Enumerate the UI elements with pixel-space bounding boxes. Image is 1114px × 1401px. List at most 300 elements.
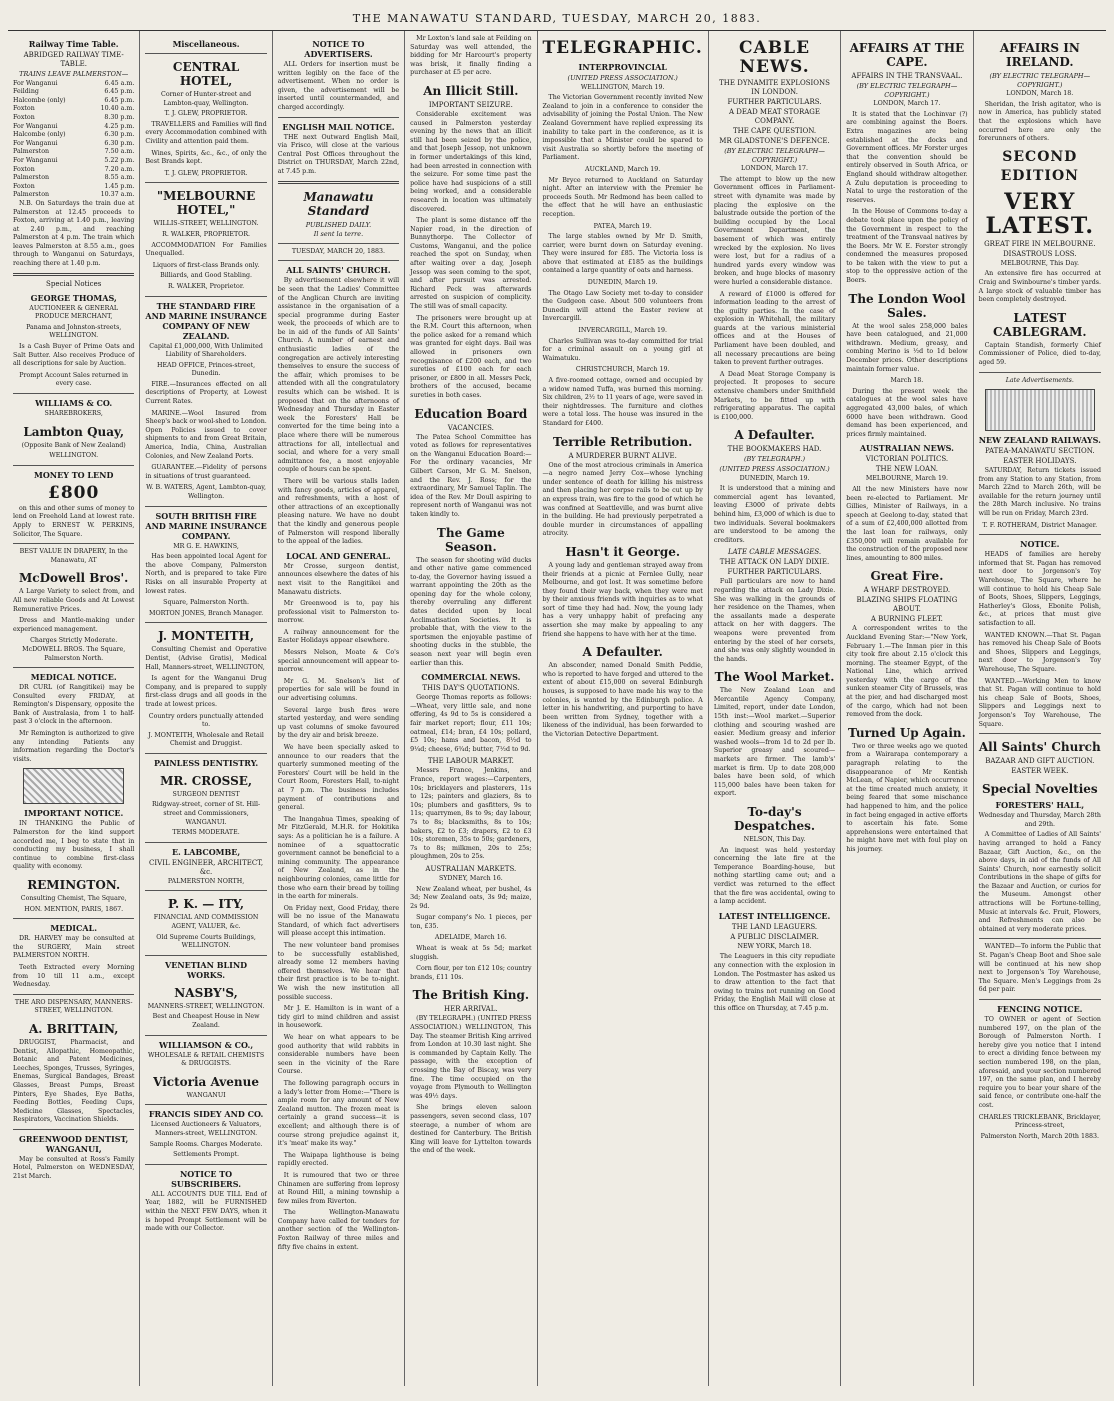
central-hotel: CENTRAL HOTEL, [172, 60, 240, 88]
dress-text: Dress and Mantle-making under experienced management. [13, 617, 135, 633]
guarantee-text: GUARANTEE.—Fidelity of persons in situations of trust guaranteed. [145, 464, 267, 480]
timetable-row [13, 97, 134, 106]
patea-dateline: PATEA, March 19. [593, 222, 652, 230]
auckland-dateline: AUCKLAND, March 19. [585, 165, 661, 173]
column-3 [273, 31, 405, 1386]
panama: Panama and Johnston-streets, WELLINGTON. [26, 323, 122, 340]
london-wool-sales: The London Wool Sales. [848, 291, 966, 320]
divider [278, 260, 399, 261]
british-king: The British King. [412, 988, 530, 1003]
timetable-row [13, 148, 134, 157]
upa-credit-2: (UNITED PRESS ASSOCIATION.) [719, 465, 830, 473]
newspaper-page [8, 8, 1106, 1385]
british-king-text-2: She brings eleven saloon passengers, seven second class, 107 steerage, a number of whom are destined for Canterbury. The British King will leave for Lyttelton towards the end of the week. [410, 1104, 532, 1155]
foresters-hall: FORESTERS' HALL, [995, 800, 1085, 811]
charges: Charges Strictly Moderate. McDOWELL BROS. The Square, Palmerston North. [22, 637, 126, 662]
all-saints-text-2: There will be various stalls laden with fancy goods, articles of apparel, and refreshments, with a host of other attractions of an exceptionally pleasing nature. We have no doubt that the kindly and generous people of Palmerston will respond liberally to the appeal of the ladies. [277, 477, 400, 546]
timetable-time: 7.20 a.m. [104, 165, 135, 173]
timetable-destination: For Wanganui [13, 139, 58, 147]
labour-market: THE LABOUR MARKET. [427, 757, 514, 766]
fencing-notice: FENCING NOTICE. [997, 1004, 1083, 1014]
london-dateline-3: LONDON, March 18. [1006, 90, 1074, 98]
wellington-dateline: WELLINGTON, March 19. [580, 83, 665, 91]
christchurch-dateline: CHRISTCHURCH, March 19. [575, 366, 670, 374]
ridgway-street: Ridgway-street, corner of St. Hill-street and Commissioners, WANGANUI. [151, 801, 261, 826]
wool-text: The New Zealand Loan and Mercantile Agency Company, Limited, report, under date London, 15th inst:—Wool market.—Superior clothing and scouring washed are easier. Medium greasy and inferior washed wools—from 1d to 2d per lb. Superior greasy and scoured—markets are firmer. The lamb's' market is firm. Up to date 208,000 bales have been sold, of which 115,000 bales have been taken for export. [713, 687, 836, 798]
easter-week: EASTER WEEK. [1011, 767, 1069, 776]
local-13: The following paragraph occurs in a lady's letter from Home:—"There is ample room for any amount of New Zealand mutton. The frozen meat is certainly a grand success—it is excellent; and although there is of course strong prejudice against it, it's 'meat' make its way." [277, 1079, 400, 1148]
railway-subtitle: ABRIDGED RAILWAY TIME-TABLE. [23, 51, 124, 68]
terrible-text: One of the most atrocious criminals in America—a negro named Jerry Cox—whose lynching under sentence of death for killing his mistress and then placing her corpse rails to be cut up by an express train, was fire to the good of which he was confined at Seattleville, and was burnt alive in the building. He had previously perpetrated a double murder in circumstances of appalling atrocity. [542, 461, 703, 538]
local-14: The Waipapa lighthouse is being rapidly erected. [277, 1151, 400, 1168]
telegraphic-heading: TELEGRAPHIC. [542, 38, 703, 58]
nelson-dateline: NELSON, This Day. [743, 836, 806, 843]
hawkins: MR G. E. HAWKINS, [173, 542, 239, 550]
notice-heading: NOTICE. [1020, 539, 1060, 550]
column-4 [405, 31, 537, 1386]
mcdowell-bros: McDowell Bros'. [19, 571, 129, 586]
local-2: Mr Greenwood is to, pay his professional visit to Palmerston to-morrow. [277, 600, 400, 625]
accounts-text: ALL ACCOUNTS DUE TILL End of Year, 1882, will be FURNISHED within the NEXT FEW DAYS, when it is hoped Prompt Settlement will be made with our Collector. [145, 1190, 267, 1233]
glew-proprietor-2: T. J. GLEW, PROPRIETOR. [164, 169, 248, 177]
very-latest: VERY LATEST. [985, 188, 1095, 239]
illicit-text-2: The plant is some distance off the Napier road, in the direction of Bunnythorpe. The Collector of Customs, Wanganui, and the police reached the spot on Sunday, when after waiting over a day, Joseph Jessop was seen coming to the spot, and after pursuit was arrested. Richard Peck was afterwards arrested on suspicion of complicity. The still was of small capacity. [410, 217, 532, 311]
sharebrokers: SHAREBROKERS, [44, 410, 103, 417]
divider [13, 393, 134, 394]
divider [13, 667, 134, 668]
glew-proprietor: T. J. GLEW, PROPRIETOR. [164, 110, 248, 118]
all-saints-heading: ALL SAINTS' CHURCH. [286, 265, 391, 276]
motto: Il sent la terre. [313, 230, 364, 239]
waters: W. B. WATERS, Agent, Lambton-quay, Wellington. [146, 484, 267, 500]
timetable-time: 6.30 p.m. [104, 139, 135, 147]
locomotive-illustration [985, 389, 1095, 431]
divider [145, 890, 266, 891]
illicit-still: An Illicit Still. [423, 83, 519, 98]
further-particulars: FURTHER PARTICULARS. [727, 98, 822, 106]
important-seizure: IMPORTANT SEIZURE. [428, 100, 513, 109]
railway-note: N.B. On Saturdays the train due at Palmerston at 12.45 proceeds to Foxton, arriving at 1.40 p.m., leaving at 2.40 p.m., and reaching Palmerston at 4 p.m. The train which leaves Palmerston at 8.55 a.m., goes through to Wanganui on Saturdays, reaching there at 1.40 p.m. [13, 199, 135, 268]
bazaar-gift-auction: BAZAAR AND GIFT AUCTION. [985, 757, 1095, 766]
wool-sales-text: At the wool sales 258,000 bales have been catalogued, and 21,000 withdrawn. Medium, greasy, and combing Merino is ½d to 1d below December prices. Other descriptions maintain former value. [846, 322, 968, 373]
timetable-destination: Foxton [13, 165, 35, 173]
tel-text: The Victorian Government recently invited New Zealand to join in a conference to consider the advisability of joining the Postal Union. The New Zealand Government have replied expressing its inability to take part in the conference, as it is impossible that a Minister could be spared to visit Australia so shortly before the meeting of Parliament. [542, 94, 703, 162]
wool-sales-text-2: During the present week the catalogues at the wool sales have aggregated 43,000 bales, of which 6000 have been withdrawn. Good demand has been experienced, and prices firmly maintained. [846, 387, 968, 438]
timetable-destination: Feilding [13, 88, 39, 96]
monteith-text: Consulting Chemist and Operative Dentist, (Advise Gratis), Medical Hall, Manners-street, WELLINGTON, [145, 646, 267, 671]
cable-text-2: A reward of £1000 is offered for information leading to the arrest of the guilty parties. In the case of explosion in Whitehall, the military guards at the various ministerial offices and at the Houses of Parliament have been doubled, and all necessary precautions are being taken to prevent further outrages. [713, 290, 836, 367]
turned-up-text: Two or three weeks ago we quoted from a Wairarapa contemporary a paragraph relating to the disappearance of Mr Kentish McLean, of Napier, which occurrence at the time created much anxiety, it being feared that some mischance had happened to him, and the police in fact being engaged in active efforts to ascertain his fate. Some apprehensions were entertained that he might have met with foul play on his journey. [846, 742, 968, 853]
fire-text: A correspondent writes to the Auckland Evening Star:—"New York, February 1.—The Inman pier in this city took fire about 2.15 o'clock this morning. The steamer Egypt, of the National Line, which arrived yesterday with the cargo of the sunken steamer City of Brussels, was at the pier, and had discharged most of the cargo, which had not been removed from the dock. [846, 625, 968, 719]
timetable-destination: Palmerston [13, 148, 50, 156]
lambton-quay: Lambton Quay, [23, 424, 125, 439]
local-1: Mr Crosse, surgeon dentist, announces elsewhere the dates of his next visit to the Rangitikei and Manawatu districts. [277, 562, 400, 596]
murderer-burnt: A MURDERER BURNT ALIVE. [568, 451, 677, 460]
old-supreme: Old Supreme Courts Buildings, WELLINGTON. [156, 933, 256, 950]
divider [13, 465, 134, 466]
turned-up-again: Turned Up Again. [848, 725, 966, 740]
wharf-destroyed: A WHARF DESTROYED. [863, 586, 951, 595]
timetable-destination: For Wanganui [13, 122, 58, 130]
vacancies: VACANCIES. [447, 423, 494, 432]
wanganui: WANGANUI [186, 1091, 226, 1099]
affairs-cape: AFFAIRS AT THE CAPE. [849, 41, 965, 69]
mortar-pestle-illustration [23, 768, 124, 804]
painless-dentistry: PAINLESS DENTISTRY. [153, 757, 259, 768]
easter-holidays: EASTER HOLIDAYS. [1003, 457, 1077, 466]
divider [145, 1035, 266, 1036]
column-6 [709, 31, 841, 1386]
timetable-row [13, 174, 134, 183]
timetable-row [13, 105, 134, 114]
wheat-text: Wheat is weak at 5s 5d; market sluggish. [410, 945, 532, 961]
sydney-dateline: SYDNEY, March 16. [438, 874, 503, 882]
local-3: A railway announcement for the Easter Holidays appear elsewhere. [277, 628, 400, 645]
cape-question: THE CAPE QUESTION. [732, 127, 817, 135]
wanted-inform: WANTED—To inform the Public that St. Pagan's Cheap Boot and Shoe sale will be continued at his new shop next to Jorgenson's Toy Warehouse, The Square. Men's Leggings from 2s 6d per pair. [978, 943, 1101, 994]
blazing-ships: BLAZING SHIPS FLOATING ABOUT. [856, 596, 958, 614]
great-fire: Great Fire. [870, 569, 944, 584]
timetable-time: 10.40 a.m. [100, 105, 135, 113]
divider [278, 117, 399, 118]
timetable-row [13, 191, 134, 200]
corn-text: Corn flour, per ton £12 10s; country brands, £11 10s. [410, 965, 532, 981]
local-12: We hear on what appears to be good authority that wild rabbits in considerable numbers have been seen in the vicinity of the Rare Course. [277, 1034, 400, 1076]
capital: Capital £1,000,000, With Unlimited Liability of Shareholders. [149, 342, 263, 359]
dead-meat-storage: A DEAD MEAT STORAGE COMPANY. [729, 108, 821, 125]
variety-text: A Large Variety to select from, and All new reliable Goods and At Lowest Remunerative Prices. [13, 588, 135, 613]
special-notices-heading: Special Notices [46, 279, 102, 288]
cash-buyer: Is a Cash Buyer of Prime Oats and Salt Butter. Also receives Produce of all descriptions for sale by Auction. [13, 343, 135, 368]
timetable-destination: Foxton [13, 105, 35, 113]
williamson: WILLIAMSON & CO., [159, 1039, 254, 1050]
australian-text: New Zealand wheat, per bushel, 4s 3d; New Zealand oats, 3s 9d; maize, 2s 9d. [410, 885, 532, 910]
all-saints-text: By advertisement elsewhere it will be seen that the Ladies' Committee of the Anglican Church are inviting assistance in the organisation of a special programme during Easter week, the proceeds of which are to be in aid of the funds of All Saints' Church. A number of earnest and enthusiastic ladies of the congregation are actively interesting themselves to ensure the success of the affair, which promises to be attended with all the congratulatory results which can be wished. It is proposed that on the afternoons of Wednesday and Thursday in Easter week the Foresters' Hall be converted for the time being into a place where there will be numerous attractions for all, intellectual and social, and where for a very small admittance fee, a most enjoyable couple of hours can be spent. [277, 277, 400, 474]
williams-co: WILLIAMS & CO. [35, 398, 113, 408]
melbourne-fire-text: An extensive fire has occurred at Craig and Swinbourne's timber yards. A large stock of valuable timber has been completely destroyed. [978, 270, 1101, 304]
medical-heading: MEDICAL. [50, 923, 97, 934]
english-mail: ENGLISH MAIL NOTICE. [282, 121, 395, 132]
travellers-text: TRAVELLERS and Families will find every Accommodation combined with Civility and attention paid them. [145, 120, 267, 145]
special-novelties: Special Novelties [981, 782, 1098, 797]
francis-sidey: FRANCIS SIDEY AND CO. [148, 1109, 264, 1120]
affairs-ireland: AFFAIRS IN IRELAND. [999, 41, 1080, 69]
timetable-destination: Halcombe (only) [13, 131, 66, 139]
cable-text: The attempt to blow up the new Government offices in Parliament-street with dynamite was made by placing the explosive on the balustrade outside the portion of the building occupied by the Local Government Department, the basement of which was entirely wrecked by the explosion. No lives were lost, but for a radius of a hundred yards every window was broken, and huge blocks of masonry were hurled a considerable distance. [713, 175, 836, 286]
timetable-destination: Foxton [13, 182, 35, 190]
wed-thu: Wednesday and Thursday, March 28th and 29th. [978, 812, 1101, 828]
divider [13, 1129, 134, 1130]
defaulter-heading-2: A Defaulter. [734, 428, 815, 443]
her-arrival: HER ARRIVAL. [444, 1005, 498, 1014]
bookmakers-had: THE BOOKMAKERS HAD. [727, 445, 822, 454]
adelaide-dateline: ADELAIDE, March 16. [434, 934, 507, 942]
crosse: MR. CROSSE, [160, 773, 253, 788]
pk-ity: P. K. — ITY, [168, 897, 245, 912]
financial-agent: FINANCIAL AND COMMISSION AGENT, VALUER, &c. [153, 914, 259, 931]
francis-text: Licensed Auctioneers & Valuators, Manners-street, WELLINGTON. [150, 1121, 262, 1137]
hasnt-text: A young lady and gentleman strayed away from their friends at a picnic at Fernlee Gully, near Melbourne, and got lost. It was sometime before they found their way back, when they were met by their anxious friends with inquiries as to what sort of time they had had. Now, the young lady has a very unhappy habit of prefacing any assertion she may make by appealing to any friend she happens to have with her at the time. [542, 561, 703, 638]
timetable-row [13, 80, 134, 89]
victorian-politics: VICTORIAN POLITICS. [865, 455, 949, 464]
terms-moderate: TERMS MODERATE. [172, 829, 240, 837]
tel-text-5: Charles Sullivan was to-day committed for trial for a criminal assault on a young girl at Waimatuku. [542, 337, 703, 362]
disastrous-loss: DISASTROUS LOSS. [1003, 249, 1077, 258]
teeth-text: Teeth Extracted every Morning from 10 till 11 a.m., except Wednesday. [13, 963, 135, 989]
railway-return-text: SATURDAY, Return tickets issued from any Station to any Station, from March 22nd to March 26th, will be available for the return journey until the 28th March inclusive. No trains will be run on Friday, March 23rd. [978, 467, 1101, 518]
divider [979, 733, 1101, 734]
hasnt-it-george: Hasn't it George. [565, 544, 681, 559]
new-loan: THE NEW LOAN. [875, 465, 938, 474]
game-text: The season for shooting wild ducks and other native game commenced to-day, the Governor having issued a warrant appointing the 20th as the opening day for the whole colony, thereby overruling any different dates decided upon by local Acclimatisation Societies. It is probable that, with the view to the sportsmen the enjoyable pastime of shooting ducks in the stubble, the season next year will begin even earlier than this. [410, 556, 532, 667]
surgeon-dentist: SURGEON DENTIST [172, 790, 240, 798]
labcombe: E. LABCOMBE, [171, 846, 241, 857]
monteith: J. MONTEITH, [158, 629, 255, 644]
illicit-text-3: The prisoners were brought up at the R.M. Court this afternoon, when the police asked for a remand which was granted for eight days. Bail was allowed in prisoners own recognisance of £200 each, and two sureties of £100 each for each prisoner, or £800 in all. Messrs Peck, brothers of the accused, became sureties in both cases. [410, 314, 532, 399]
latest-text: The Leaguers in this city repudiate any connection with the explosion in London. The Postmaster has asked us to draw attention to the fact that owing to trains not running on Good Friday, the English Mail will close at this office on Thursday, at 7.45 p.m. [713, 953, 836, 1012]
best-value: BEST VALUE IN DRAPERY, In the Manawatu, AT [19, 548, 128, 564]
willis-street: WILLIS-STREET, WELLINGTON. [153, 220, 259, 228]
timetable-time: 5.22 p.m. [104, 156, 135, 164]
further-particulars-2: FURTHER PARTICULARS. [727, 568, 822, 577]
columns [8, 31, 1106, 1386]
column-2 [140, 31, 272, 1386]
notice-subscribers: NOTICE TO SUBSCRIBERS. [171, 1168, 241, 1189]
timetable-row [13, 183, 134, 192]
upa-credit: (UNITED PRESS ASSOCIATION.) [567, 74, 678, 82]
lady-dixie: THE ATTACK ON LADY DIXIE. [719, 558, 830, 567]
illicit-text: Considerable excitement was caused in Palmerston yesterday evening by the news that an illicit still had been seized by the police, and that Joseph Jessop, not unknown in former undertakings of this kind, had been arrested in connection with the seizure. For some time past the police have had suspicions of a still being worked, and a considerable research in location was ultimately discovered. [410, 110, 532, 213]
timetable-row [13, 88, 134, 97]
auctioneer: AUCTIONEER & GENERAL PRODUCE MERCHANT, [29, 304, 119, 321]
despatches-text: An inquest was held yesterday concerning the late fire at the Temperance Boarding-house, but nothing startling came out; and a verdict was returned to the effect that the fire was accidental, owing to a lamp accident. [713, 846, 836, 906]
cable-news-heading: CABLE NEWS. [739, 38, 811, 77]
divider [145, 955, 266, 956]
tel-text-6: A five-roomed cottage, owned and occupied by a widow named Tuffa, was burned this morning. Six children, 2½ to 11 years of age, were saved in their nightdresses. The furniture and clothes were a total loss. The house was insured in the Standard for £400. [542, 377, 703, 427]
melbourne-dateline-2: MELBOURNE, This Day. [1000, 259, 1079, 267]
aro-dispensary: THE ARO DISPENSARY, MANNERS-STREET, WELLINGTON. [14, 998, 133, 1015]
best-cheapest: Best and Cheapest House in New Zealand. [152, 1013, 260, 1029]
divider [278, 243, 399, 244]
fire-text: FIRE.—Insurances effected on all descriptions of Property, at Lowest Current Rates. [145, 380, 267, 406]
timetable-destination: Halcombe (only) [13, 96, 66, 104]
bazaar-text: A Committee of Ladies of All Saints' having arranged to hold a Fancy Bazaar, Gift Auction, &c., on the above days, in aid of the funds of All Saints' Church, now earnestly solicit Contributions in the shape of gifts for the Bazaar and Auction, or curios for the Museum. Amongst other attractions will be Fortune-telling, Music at intervals &c. Fruit, Flowers, and Refreshments can also be obtained at very moderate prices. [978, 831, 1101, 933]
land-leaguers: THE LAND LEAGUERS. [731, 922, 818, 931]
second-edition: SECOND EDITION [1000, 148, 1079, 184]
defaulter-heading: A Defaulter. [582, 645, 663, 660]
brittain: A. BRITTAIN, [28, 1021, 119, 1036]
local-15: It is rumoured that two or three Chinamen are suffering from leprosy at Round Hill, a mining township a few miles from Riverton. [277, 1171, 400, 1205]
issue-date: TUESDAY, MARCH 20, 1883. [291, 247, 386, 255]
new-york-dateline: NEW YORK, March 18. [737, 942, 812, 950]
greenwood-text: May be consulted at Ross's Family Hotel, Palmerston on WEDNESDAY, 21st March. [13, 1155, 135, 1181]
local-9: On Friday next, Good Friday, there will be no issue of the Manawatu Standard, of which fact advertisers will please accept this intimation. [277, 904, 400, 938]
defaulter-text: An absconder, named Donald Smith Peddie, who is reported to have forged and uttered to the extent of about £15,000 on several Edinburgh houses, is supposed to have made his way to the colonies, is wanted by the Edinburgh police. A letter in his handwriting, and purporting to have been written from Sydney, together with a likeness of the individual, has been forwarded to the Victorian Detective Department. [542, 662, 703, 738]
local-11: Mr J. E. Hamilton is in want of a tidy girl to mind children and assist in housework. [277, 1005, 400, 1030]
south-british: SOUTH BRITISH FIRE AND MARINE INSURANCE COMPANY. [145, 510, 267, 541]
tel-text-4: The Otago Law Society met to-day to consider the Gudgeon case. About 500 volunteers from Dunedin will attend the Easter review at Invercargill. [542, 289, 703, 323]
tricklebank: CHARLES TRICKLEBANK, Bricklayer, Princess-street, [978, 1113, 1101, 1130]
latest-intelligence: LATEST INTELLIGENCE. [718, 910, 831, 921]
attack-text: Full particulars are now to hand regarding the attack on Lady Dixie. She was walking in the grounds of her residence on the Thames, when the assailants made a desperate attack on her with daggers. The weapons were prevented from entering by the steel of her corsets, and she was only slightly wounded in the hands. [713, 578, 836, 663]
all-saints-church: All Saints' Church [978, 740, 1101, 755]
walker-2: R. WALKER, Proprietor. [168, 282, 245, 290]
paper-title: Manawatu Standard [303, 189, 374, 218]
electric-credit: (BY ELECTRIC TELEGRAPH—COPYRIGHT.) [724, 147, 825, 164]
divider [13, 918, 134, 919]
money-to-lend: MONEY TO LEND [33, 469, 114, 480]
timetable-destination: Palmerston [13, 174, 50, 182]
venetian-blinds: VENETIAN BLIND WORKS. [165, 959, 248, 980]
billiards: Billiards, and Good Stabling. [160, 272, 253, 280]
published-daily: PUBLISHED DAILY. [305, 220, 372, 229]
important-notice: IMPORTANT NOTICE. [24, 808, 124, 819]
timetable-time: 6.45 p.m. [104, 88, 135, 96]
column-1 [8, 31, 140, 1386]
cape-text-2: In the House of Commons to-day a debate took place upon the policy of the Government in respect to the treatment of the Transvaal natives by the Boers. Mr W. E. Forster strongly condemned the measures proposed to be taken with the view to put a stop to the oppressive action of the Boers. [846, 208, 968, 285]
london-dateline-2: LONDON, March 17. [873, 100, 941, 108]
sugar-text: Sugar company's No. 1 pieces, per ton, £35. [410, 914, 532, 930]
mail-text: THE next Outward English Mail, via Frisco, will close at the various Central Post Offices throughout the District on THURSDAY, March 22nd, at 7.45 p.m. [277, 133, 400, 175]
local-5: Mr G. M. Snelson's list of properties for sale will be found in our advertising columns. [277, 677, 400, 703]
labour-text: Messrs France, Jenkins, and France, report wages:—Carpenters, 10s; bricklayers and plasterers, 11s to 12s; painters and glaziers, 8s to 10s; plumbers and gasfitters, 9s to 11s; quarrymen, 8s to 9s; day labour, 7s to 8s; blacksmiths, 8s to 10s; bakers, £2 to £3; drapers, £2 to £3 10s; storemen, 35s to 50s; gardeners, 7s to 8s; milkmen, 20s to 25s; ploughmen, 20s to 25s. [410, 767, 532, 861]
notice-text: HEADS of families are hereby informed that St. Pagan has removed next door to Jorgenson's Toy Warehouse, The Square, where he will continue to hold his Cheap Sale of Boots, Shoes, Slippers, Leggings, Hatherley's Gloss, Ebonite Polish, &c., at prices that must give satisfaction to all. [978, 551, 1101, 627]
timetable-time: 4.25 p.m. [104, 122, 135, 130]
head-office: HEAD OFFICE, Princes-street, Dunedin. [156, 361, 256, 378]
cable-text-3: A Dead Meat Storage Company is projected. It proposes to secure extensive chambers under Smithfield Markets, to be fitted up with refrigerating apparatus. The capital is £100,000. [713, 370, 836, 421]
game-season: The Game Season. [436, 525, 505, 554]
timetable-destination: Foxton [13, 113, 35, 121]
education-text: The Patea School Committee has voted as follows for representatives on the Wanganui Education Board:—For the ordinary vacancies, Mr Gilbert Carson, Mr G. M. Snelson, and the Rev. J. Ross; for the extraordinary, Mr Samuel Taplin. The idea of the Rev. Mr Doull aspiring to represent north of Wanganui was not taken kindly to. [410, 433, 532, 518]
timetable-time: 10.37 a.m. [100, 191, 135, 199]
timetable-time: 7.50 a.m. [104, 148, 135, 156]
divider [979, 372, 1101, 373]
quotations: THIS DAY'S QUOTATIONS. [422, 684, 520, 693]
affairs-transvaal: AFFAIRS IN THE TRANSVAAL. [851, 72, 963, 80]
standard-fire: THE STANDARD FIRE AND MARINE INSURANCE COMPANY OF NEW ZEALAND. [145, 300, 267, 341]
divider [145, 506, 266, 507]
wines-text: Wines, Spirits, &c., &c., of only the Best Brands kept. [145, 149, 267, 166]
all-orders: ALL Orders for insertion must be written legibly on the face of the advertisement. When no order is given, the advertisement will be inserted until countermanded, and charged accordingly. [277, 61, 400, 111]
notice-advertisers: NOTICE TO ADVERTISERS. [304, 39, 373, 59]
local-16: The Wellington-Manawatu Company have called for tenders for another section of the Wellington-Foxton Railway of three miles and fifty five chains in extent. [277, 1209, 400, 1251]
wellington: WELLINGTON. [49, 452, 99, 460]
medical-notice: MEDICAL NOTICE. [30, 672, 117, 683]
dr-harvey: DR. HARVEY may be consulted at the SURGERY, Main street PALMERSTON NORTH. [13, 935, 135, 960]
square-palmerston: Square, Palmerston North. [163, 599, 249, 607]
divider [145, 296, 266, 297]
divider [13, 543, 134, 544]
morton-jones: MORTON JONES, Branch Manager. [149, 609, 264, 617]
monteith-text-2: Is agent for the Wanganui Drug Company, and is prepared to supply first-class drugs and all goods in the trade at lowest prices. [145, 675, 267, 708]
column-8 [974, 31, 1106, 1386]
commercial-news: COMMERCIAL NEWS. [421, 672, 521, 683]
australian-news: AUSTRALIAN NEWS. [859, 443, 954, 454]
divider [145, 622, 266, 623]
accommodation: ACCOMMODATION For Families Unequalled. [145, 241, 267, 258]
public-disclaimer: A PUBLIC DISCLAIMER. [730, 932, 819, 941]
monteith-2: J. MONTEITH, Wholesale and Retail Chemist and Druggist. [148, 731, 264, 748]
bank-nz: (Opposite Bank of New Zealand) [21, 441, 126, 449]
brittain-text: DRUGGIST, Pharmacist, and Dentist, Allopathic, Homeopathic, Botanic and Patent Medicines, Leeches, Sponges, Trusses, Syringes, Enemas, Surgical Bandages, Breast Glasses, Breast Pumps, Breast Pinters, Eye Shades, Eye Baths, Feeding Bottles, Feeding Cups, Medicine Glasses, Spectacles, Respirators, Vaccination Shields. [13, 1038, 135, 1124]
timetable-row [13, 114, 134, 123]
hon-mention: HON. MENTION, PARIS, 1867. [24, 905, 124, 913]
nasby-address: MANNERS-STREET, WELLINGTON. [147, 1002, 265, 1010]
latest-cablegram: LATEST CABLEGRAM. [993, 310, 1087, 339]
divider [145, 53, 266, 54]
local-4: Messrs Nelson, Moate & Co's special announcement will appear to-morrow. [277, 649, 400, 674]
dynamite-explosions: THE DYNAMITE EXPLOSIONS IN LONDON. [719, 79, 830, 96]
local-6: Several large bush fires were started yesterday, and were sending up vast columns of smoke favoured by the dry air and brisk breeze. [277, 706, 400, 740]
great-fire-melbourne: GREAT FIRE IN MELBOURNE. [984, 239, 1096, 248]
todays-despatches: To-day's Despatches. [733, 805, 816, 833]
interprovincial: INTERPROVINCIAL [578, 62, 667, 72]
timetable-row [13, 131, 134, 140]
divider [145, 182, 266, 183]
timetable-row [13, 123, 134, 132]
nz-railways: NEW ZEALAND RAILWAYS. [978, 435, 1101, 446]
dr-curl: DR CURL (of Rangitikei) may be Consulted every FRIDAY, at Remington's Dispensary, opposite the Bank of Australasia, from 1 to half-past 3 o'clock in the afternoon. [13, 684, 135, 726]
timetable-row [13, 157, 134, 166]
british-king-text: (BY TELEGRAPH.) (UNITED PRESS ASSOCIATION.) WELLINGTON, This Day. The steamer British King arrived from London at 10.30 last night. She is commanded by Captain Kelly. The passage, with the exception of crossing the Bay of Biscay, was very fine. The time occupied on the voyage from Plymouth to Wellington was 49½ days. [410, 1015, 532, 1100]
ireland-text: Sheridan, the Irish agitator, who is now in America, has publicly stated that the explosions which have occurred here are only the forerunners of others. [978, 100, 1101, 143]
london-dateline: LONDON, March 17. [741, 165, 809, 173]
melbourne-hotel: "MELBOURNE HOTEL," [156, 189, 256, 218]
cablegram-text: Captain Standish, formerly Chief Commissioner of Police, died to-day, aged 59. [978, 341, 1101, 366]
tel-text-2: Mr Bryce returned to Auckland on Saturday night. After an interview with the Premier he proceeds South. Mr Redmond has been called to the effect that he will have an enthusiastic reception. [542, 176, 703, 218]
divider [979, 534, 1101, 535]
greenwood: GREENWOOD DENTIST, WANGANUI, [19, 1133, 129, 1154]
local-7: We have been specially asked to announce to our readers that the quarterly summoned meeting of the Foresters' Court will be held in the Court Room, Foresters Hall, to-night at 7 p.m. The business includes payment of contributions and general. [277, 744, 400, 812]
timetable-destination: Palmerston [13, 191, 50, 199]
cape-text: It is stated that the Lochinvar (?) are combining against the Boers. Extra magazines are being established at the docks and Government offices. Mr Forster urges that the convention should be entirely observed in South Africa, or England should withdraw altogether. A Zulu deputation is proceeding to Natal to urge the restoration of the reserves. [846, 110, 968, 204]
marine-text: MARINE.—Wool Insured from Sheep's back or wool-shed to London. Open Policies issued to cover shipments to and from Great Britain, America, India, China, Australian Colonies, and New Zealand Ports. [145, 409, 267, 460]
railway-timetable [13, 80, 134, 200]
education-board: Education Board [414, 406, 528, 421]
march-18: March 18. [890, 377, 924, 385]
wool-market: The Wool Market. [714, 670, 835, 685]
palmerston-north: PALMERSTON NORTH, [167, 877, 245, 885]
walker: R. WALKER, PROPRIETOR. [162, 230, 251, 238]
money-text: on this and other sums of money to lend on Freehold Land at lowest rate. Apply to ERNEST W. PERKINS, Solicitor, The Square. [13, 504, 135, 538]
timetable-time: 6.45 p.m. [104, 96, 135, 104]
australian-news-text: All the new Ministers have now been re-elected to Parliament. Mr Gillies, Minister of Railways, in a speech at Geelong to-day, stated that of a sum of £2,400,000 allotted from the last loan for railways, only £350,000 will remain available for the construction of the proposed new lines, amounting to 800 miles. [846, 485, 968, 562]
sample-rooms: Sample Rooms. Charges Moderate. [149, 1140, 263, 1148]
tel-text-3: The large stables owned by Mr D. Smith, carrier, were burnt down on Saturday evening. They were insured for £85. The Victoria loss is above that estimated at £185 as the buildings contained a large quantity of oats and harness. [542, 233, 703, 275]
masthead: THE MANAWATU STANDARD, TUESDAY, MARCH 20, 1883. [8, 8, 1106, 31]
timetable-row [13, 166, 134, 175]
australian-markets: AUSTRALIAN MARKETS. [425, 864, 517, 873]
hawkins-text: Has been appointed local Agent for the above Company, Palmerston North, and is prepared to take Fire Risks on all insurable Property at lowest rates. [145, 553, 267, 595]
local-10: The new volunteer band promises to be successfully established, already some 12 members having offered themselves. We hear that their first practice is to be to-night. We wish the new institution all possible success. [277, 942, 400, 1001]
local-8: The Inangahua Times, speaking of Mr FitzGerald, M.H.R. for Hokitika says: As a politician he is a failure. A nominee of a squattocratic government cannot be beneficial to a mining community. The appearance of New Zealand, as in the neighbouring colonies, came little for those who earn their bread by toiling in the earth for minerals. [277, 815, 400, 901]
rotheram: T. F. ROTHERAM, District Manager. [982, 521, 1098, 529]
patea-section: PATEA-MANAWATU SECTION. [984, 447, 1095, 456]
remington-name: REMINGTON. [27, 878, 121, 892]
divider [145, 753, 266, 754]
thanking-text: IN THANKING the Public of Palmerston for the kind support accorded me, I beg to state that in conducting my business, I shall continue to combine first-class quality with economy. [13, 820, 135, 871]
civil-engineer: CIVIL ENGINEER, ARCHITECT, &c. [149, 858, 264, 876]
electric-credit-2: (BY ELECTRIC TELEGRAPH—COPYRIGHT.) [856, 82, 958, 99]
terrible-retribution: Terrible Retribution. [553, 434, 693, 449]
tricklebank-date: Palmerston North, March 20th 1883. [980, 1132, 1099, 1140]
timetable-time: 1.45 p.m. [104, 182, 135, 190]
timetable-time: 8.55 a.m. [104, 174, 135, 182]
dunedin-dateline-2: DUNEDIN, March 19. [739, 474, 810, 482]
melbourne-dateline: MELBOURNE, March 19. [865, 475, 948, 483]
timetable-row [13, 140, 134, 149]
late-cable: LATE CABLE MESSAGES. [727, 548, 822, 557]
